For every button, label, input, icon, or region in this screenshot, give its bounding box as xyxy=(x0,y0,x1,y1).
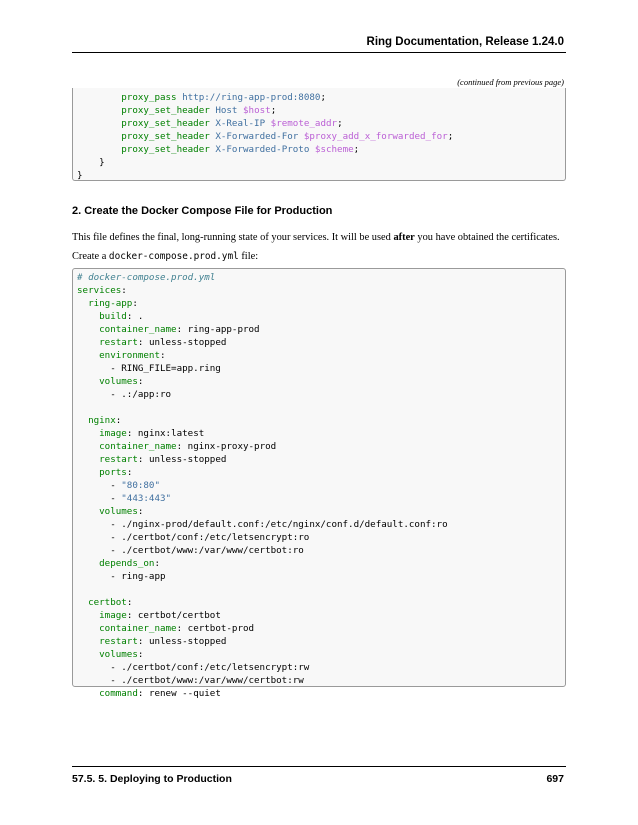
code-token xyxy=(77,144,121,155)
code-line xyxy=(77,557,561,570)
code-token: : unless-stopped xyxy=(137,454,227,465)
code-line xyxy=(77,622,561,635)
code-token: ; xyxy=(447,131,454,142)
code-token xyxy=(77,441,99,452)
code-token: - ring-app xyxy=(77,571,166,582)
code-token: "80:80" xyxy=(121,480,160,491)
code-line xyxy=(77,453,561,466)
code-token: volumes xyxy=(99,649,138,660)
intro-bold: after xyxy=(393,232,415,243)
code-token: : certbot/certbot xyxy=(126,610,221,621)
code-token: } xyxy=(77,170,83,181)
code-token xyxy=(77,623,99,634)
code-token: proxy_pass xyxy=(121,92,177,103)
code-token xyxy=(77,610,99,621)
code-token: proxy_set_header xyxy=(121,118,210,129)
code-token: # docker-compose.prod.yml xyxy=(77,272,216,283)
code-line xyxy=(77,596,561,609)
code-token: volumes xyxy=(99,506,138,517)
code-line xyxy=(77,492,561,505)
code-token xyxy=(77,350,99,361)
code-token xyxy=(77,454,99,465)
code-line xyxy=(77,661,561,674)
code-token xyxy=(77,131,121,142)
code-token: : . xyxy=(126,311,144,322)
code-token: volumes xyxy=(99,376,138,387)
create-text-before: Create a xyxy=(72,251,109,262)
section-heading: 2. Create the Docker Compose File for Production xyxy=(72,205,333,217)
code-token: container_name xyxy=(99,324,177,335)
compose-filename: docker-compose.prod.yml xyxy=(108,251,239,262)
compose-code-block xyxy=(72,268,566,699)
code-token xyxy=(77,649,99,660)
code-token xyxy=(77,558,99,569)
code-line xyxy=(77,466,561,479)
code-token xyxy=(77,311,99,322)
code-token xyxy=(77,324,99,335)
code-token: : renew --quiet xyxy=(137,688,221,699)
code-token: "443:443" xyxy=(121,493,172,504)
code-token: http://ring-app-prod:8080 xyxy=(182,92,321,103)
code-token: ; xyxy=(337,118,343,129)
code-line xyxy=(77,609,561,622)
code-token: : xyxy=(132,298,138,309)
code-token: } xyxy=(77,157,105,168)
code-token: proxy_set_header xyxy=(121,105,210,116)
code-line xyxy=(77,635,561,648)
code-token: : nginx-proxy-prod xyxy=(176,441,277,452)
code-line xyxy=(77,323,561,336)
code-token xyxy=(77,92,121,103)
code-token: proxy_set_header xyxy=(121,131,210,142)
code-token: - ./certbot/www:/var/www/certbot:rw xyxy=(77,675,304,686)
code-token: - xyxy=(77,493,122,504)
code-line xyxy=(77,531,561,544)
code-token: $proxy_add_x_forwarded_for xyxy=(303,131,448,142)
continued-label: (continued from previous page) xyxy=(457,77,564,87)
code-token: : xyxy=(137,649,144,660)
code-token: : xyxy=(160,350,166,361)
code-line xyxy=(77,427,561,440)
code-token xyxy=(77,467,99,478)
code-token: X-Forwarded-For xyxy=(215,131,299,142)
code-token: - ./certbot/conf:/etc/letsencrypt:ro xyxy=(77,532,310,543)
code-token: - ./certbot/conf:/etc/letsencrypt:rw xyxy=(77,662,310,673)
code-token: : xyxy=(126,597,133,608)
code-line xyxy=(77,505,561,518)
code-token xyxy=(77,415,88,426)
code-token: - xyxy=(77,480,122,491)
code-token: : xyxy=(126,467,133,478)
code-line xyxy=(77,414,561,427)
code-token xyxy=(77,105,121,116)
code-token xyxy=(77,337,99,348)
code-token: X-Real-IP xyxy=(215,118,266,129)
page-number: 697 xyxy=(546,773,564,785)
create-text-after: file: xyxy=(238,251,259,262)
code-token: build xyxy=(99,311,127,322)
code-line xyxy=(77,570,561,583)
code-token: X-Forwarded-Proto xyxy=(215,144,310,155)
code-token: ports xyxy=(99,467,127,478)
code-token: : unless-stopped xyxy=(137,337,227,348)
code-line xyxy=(77,479,561,492)
code-line xyxy=(77,336,561,349)
code-line xyxy=(77,648,561,661)
code-token xyxy=(77,636,99,647)
code-line xyxy=(77,143,561,156)
create-paragraph xyxy=(72,251,258,262)
code-token: - .:/app:ro xyxy=(77,389,172,400)
code-token: ; xyxy=(353,144,360,155)
code-token xyxy=(77,506,99,517)
code-line xyxy=(77,169,561,182)
code-token: container_name xyxy=(99,623,177,634)
code-token: ; xyxy=(320,92,326,103)
code-token: ; xyxy=(270,105,277,116)
code-line xyxy=(77,91,561,104)
code-line xyxy=(77,104,561,117)
code-token: : certbot-prod xyxy=(176,623,255,634)
code-token xyxy=(77,376,99,387)
code-token: nginx xyxy=(88,415,116,426)
code-token xyxy=(77,298,88,309)
code-line xyxy=(77,375,561,388)
code-token: restart xyxy=(99,454,138,465)
code-token xyxy=(77,428,99,439)
code-token: - RING_FILE=app.ring xyxy=(77,363,221,374)
code-token: image xyxy=(99,610,127,621)
code-token xyxy=(77,118,121,129)
code-token: : xyxy=(115,415,122,426)
code-token: container_name xyxy=(99,441,177,452)
code-token xyxy=(77,597,88,608)
code-line xyxy=(77,284,561,297)
code-line xyxy=(77,687,561,700)
code-line xyxy=(77,130,561,143)
code-line xyxy=(77,362,561,375)
code-token: image xyxy=(99,428,127,439)
code-line xyxy=(77,583,561,596)
code-line xyxy=(77,310,561,323)
code-token: $scheme xyxy=(314,144,354,155)
code-token: : xyxy=(154,558,161,569)
code-token: Host xyxy=(215,105,238,116)
code-token: $host xyxy=(243,105,271,116)
code-token: : xyxy=(137,376,144,387)
code-line xyxy=(77,156,561,169)
code-token: : xyxy=(121,285,127,296)
code-token xyxy=(77,688,99,699)
code-token: depends_on xyxy=(99,558,155,569)
code-token: : ring-app-prod xyxy=(176,324,260,335)
intro-text-before: This file defines the final, long-running state of your services. It will be used xyxy=(72,232,394,243)
code-line xyxy=(77,401,561,414)
nginx-code-block xyxy=(72,88,566,181)
code-token: environment xyxy=(99,350,160,361)
code-line xyxy=(77,518,561,531)
code-line xyxy=(77,271,561,284)
intro-text-after: you have obtained the certificates. xyxy=(414,232,560,243)
code-token: restart xyxy=(99,337,138,348)
code-line xyxy=(77,674,561,687)
code-token: ring-app xyxy=(88,298,133,309)
code-token: proxy_set_header xyxy=(121,144,210,155)
code-token: command xyxy=(99,688,138,699)
code-line xyxy=(77,297,561,310)
footer-rule xyxy=(72,766,566,767)
code-token: - ./nginx-prod/default.conf:/etc/nginx/conf.d/default.conf:ro xyxy=(77,519,448,530)
page-header-title: Ring Documentation, Release 1.24.0 xyxy=(366,36,564,48)
code-token: $remote_addr xyxy=(270,118,338,129)
code-token: - ./certbot/www:/var/www/certbot:ro xyxy=(77,545,304,556)
code-token: : unless-stopped xyxy=(137,636,227,647)
code-token: services xyxy=(77,285,122,296)
code-token: certbot xyxy=(88,597,127,608)
code-line xyxy=(77,117,561,130)
footer-section-label: 57.5. 5. Deploying to Production xyxy=(72,773,232,785)
intro-paragraph xyxy=(72,232,560,243)
code-line xyxy=(77,440,561,453)
code-token: restart xyxy=(99,636,138,647)
code-line xyxy=(77,349,561,362)
code-token: : xyxy=(137,506,144,517)
header-rule xyxy=(72,52,566,53)
code-line xyxy=(77,388,561,401)
code-token: : nginx:latest xyxy=(126,428,205,439)
code-line xyxy=(77,544,561,557)
